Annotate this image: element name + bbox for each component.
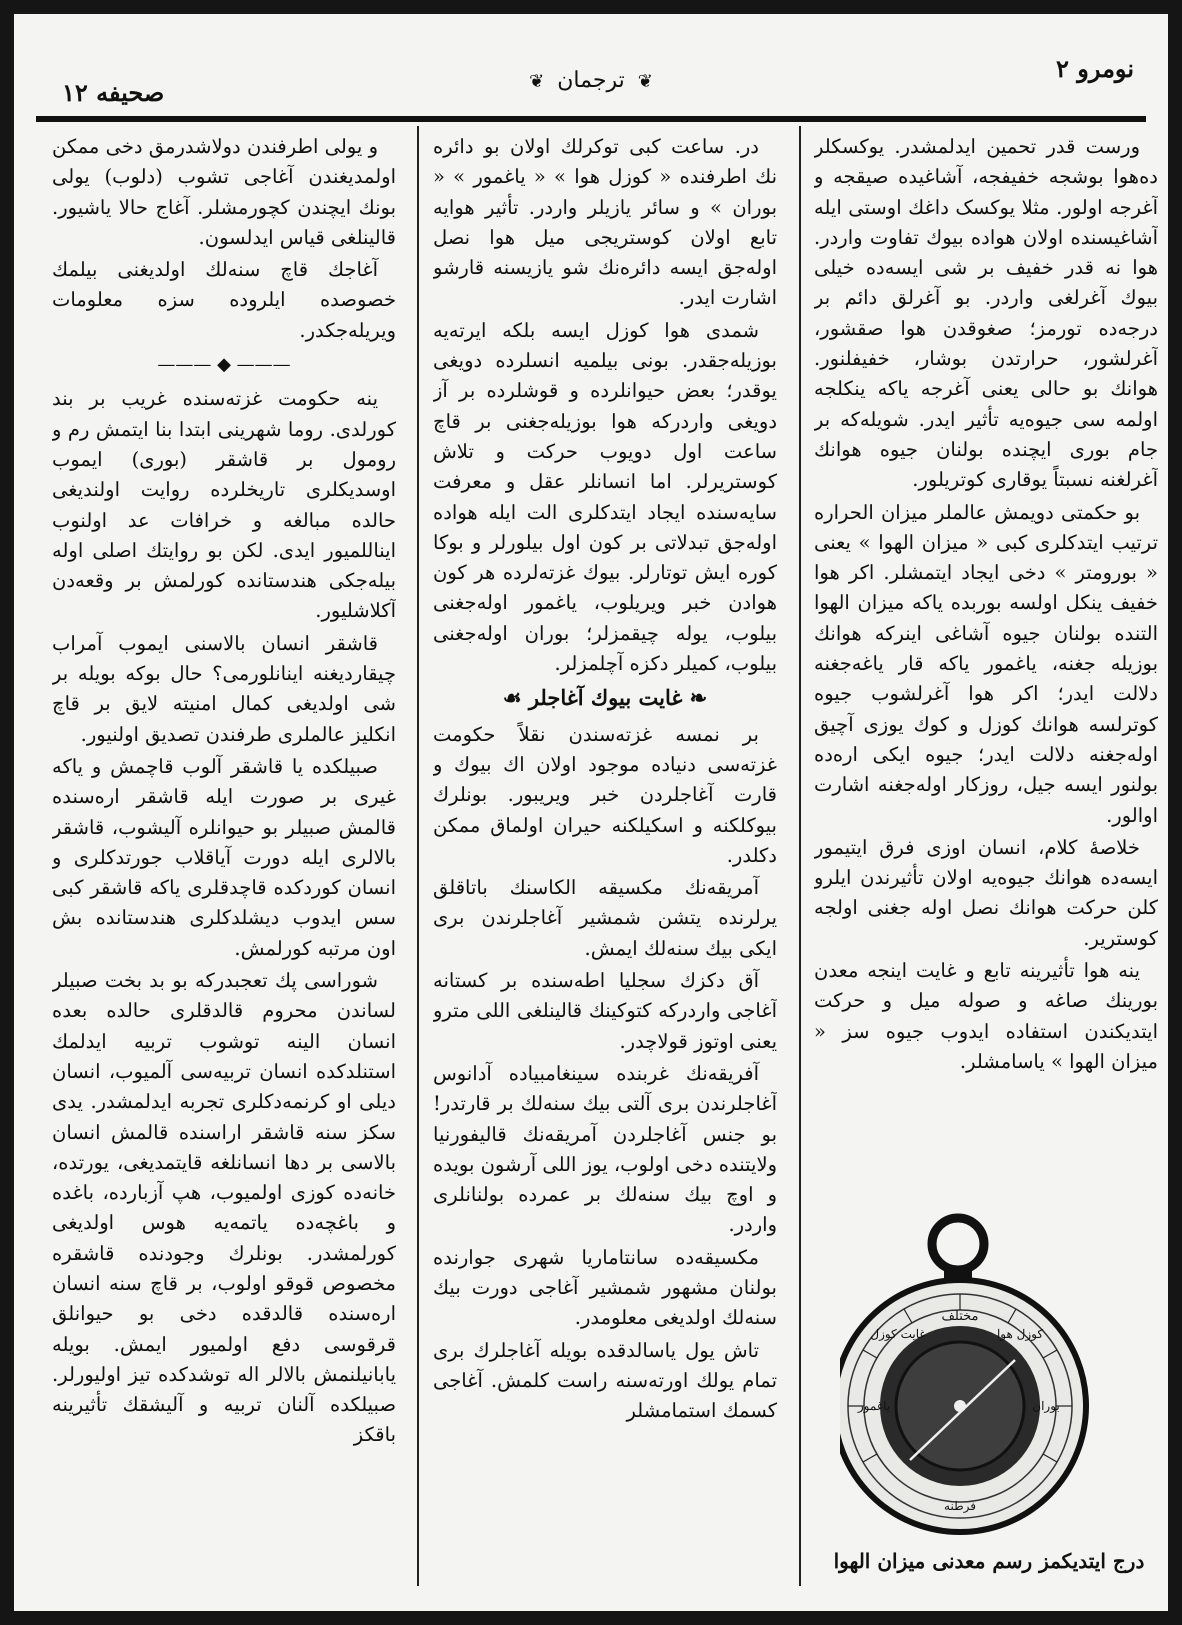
- paragraph: خلاصهٔ کلام، انسان اوزی فرق ایتیمور ایسەده هوانك جیوه‌یه اولان تأثیرندن ایلرو کلن حرکت هوانك نصل اوله جغنی اولجه کوستریر.: [814, 835, 1158, 950]
- section-divider: ——— ◆ ———: [157, 354, 291, 376]
- masthead: [34, 68, 1148, 93]
- barometer-icon: [840, 1210, 1140, 1540]
- dial-label: بوران: [1032, 1399, 1060, 1413]
- column-divider-right: [799, 126, 801, 1586]
- paragraph: تاش یول یاسالدقده بویله آغاجلرك بری تمام یولك اورته‌سنه راست کلمش. آغاجی کسمك استمامشلر: [433, 1338, 777, 1423]
- column-divider-left: [417, 126, 419, 1586]
- paragraph: ورست قدر تحمین ایدلمشدر. یوکسکلر دەهوا بوشجه خفیفجه، آشاغیده صیقجه و آغرجه اولور. مثلا یوکسک داغك اوستی ایله آشاغیسنده اولان هواده بیوك تفاوت واردر. هوا نه قدر خفیف بر شی ایسەده خیلی بیوك آغرلغی واردر. بو آغرلق دائم بر درجەده تورمز؛ صغوقدن هوا صقشور، آغرلشور، حرارتدن بوشار، خفیفلنور. هوانك بو حالی یعنی آغرجه یاکه ینکلجه اولمه سی جیوه‌یه تأثیر ایدر. شویله‌که بر جام بوری ایچنده بولنان جیوه هوانك آغرلغنه نسبتاً یوقاری کوتریلور.: [814, 135, 1158, 492]
- section-heading: ❧ غایت بیوك آغاجلر ☙: [502, 685, 708, 711]
- paragraph: شوراسی پك تعجبدرکه بو بد بخت صبیلر لساندن محروم قالدقلری حالده بعده انسان الینه توشوب تربیه ایدلمك استنلدکده انسان تربیه‌سی آلمیوب، انسان دیلی او کرنمه‌دکلری تجربه ایدلمشدر. یدی سکز سنه قاشقر اراسنده قالمش انسان بالاسی بر دها انسانلغه قایتمدیغی، یورتده، خانەده کوزی اولمیوب، هپ آزبارده، باغده و باغچه‌ده یاتمه‌یه هوس اولدیغی کورلمشدر. بونلرك وجودنده قاشقره مخصوص قوقو اولوب، بر قاچ سنه انسان ارەسنده قالدقده دخی بو حیوانلق قرقوسی دفع اولمیور ایمش. بویله یابانیلنمش بالالر اله توشدکده تیز اولیورلر. صبیلکده آلنان تربیه و آلیشقك تأثیرینه باقکز: [52, 969, 396, 1447]
- left-ornament-icon: ❦: [637, 71, 653, 92]
- paragraph: مکسیقه‌ده سانتاماریا شهری جوارنده بولنان مشهور شمشیر آغاجی دورت بیك سنه‌لك اولدیغی معلومدر.: [433, 1245, 777, 1330]
- dial-label: غایت کوزل: [870, 1327, 926, 1341]
- paragraph: بر نمسه غزته‌سندن نقلاً حکومت غزته‌سی دنیاده موجود اولان اك بیوك و قارت آغاجلردن خبر ویریبور. بونلرك بیوکلکنه و اسکیلکنه حیران اولماق ممکن دکلدر.: [433, 722, 777, 867]
- dial-label: فرطنه: [944, 1499, 976, 1513]
- paragraph: ینه حکومت غزته‌سنده غریب بر بند کورلدی. روما شهرینی ابتدا بنا ایتمش رم و رومول بر قاشقر (بوری) ایموب اوسدیکلری تاریخلرده روایت اولندیغی حالده مبالغه و خرافات عد اولنوب ایناللمیور ایدی. لکن بو روایتك اصلی اوله بیله‌جکی هندستانده کورلمش بر وقعه‌دن آکلاشلیور.: [52, 387, 396, 623]
- issue-number: نومرو ٢: [1055, 54, 1134, 83]
- header-rule: [36, 116, 1146, 122]
- column-left: [52, 132, 396, 1572]
- page-number: صحیفه ١٢: [62, 78, 165, 107]
- page-header: [34, 50, 1148, 112]
- paragraph: آق دکزك سجلیا اطه‌سنده بر کستانه آغاجی واردرکه کتوکینك قالینلغی اللی مترو یعنی اوتوز قولاچدر.: [433, 969, 777, 1053]
- paragraph: آمریقه‌نك مکسیقه الکاسنك باتاقلق یرلرنده یتشن شمشیر آغاجلرندن بری ایکی بیك سنه‌لك ایمش.: [433, 876, 777, 960]
- masthead-title: ترجمان: [557, 68, 625, 93]
- dial-label: کوزل هوا: [996, 1327, 1044, 1341]
- heading-ornament-icon: ❧: [682, 685, 708, 711]
- barometer-illustration: [840, 1210, 1140, 1540]
- paragraph: در. ساعت کبی توکرلك اولان بو دائره نك اطرفنده « کوزل هوا » « یاغمور » « بوران » و سائر یازیلر واردر. تأثیر هوایه تابع اولان کوستریجی میل هوا نصل اوله‌جق ایسه دائره‌نك شو یازیسنه قارشو اشارت ایدر.: [433, 135, 777, 310]
- paragraph: قاشقر انسان بالاسنی ایموب آمراب چیقاردیغنه اینانلورمی؟ حال بوکه بویله بر شی اولدیغی کمال امنیته لایق بر قاچ انکلیز عالملری طرفندن تصدیق اولنیور.: [52, 631, 396, 746]
- paragraph: صبیلکده یا قاشقر آلوب قاچمش و یاکه غیری بر صورت ایله قاشقر ارەسنده قالمش صبیلر بو حیوانلره آلیشوب، قاشقر بالالری ایله دورت آیاقلاب جورتدکلری و انسان کوردکده قاچدقلری یاکه قاشقر کبی سس ایدوب دیشلدکلری هندستانده بش اون مرتبه کورلمش.: [52, 754, 396, 960]
- dial-label: یاغمور: [857, 1399, 891, 1413]
- right-ornament-icon: ❦: [529, 71, 545, 92]
- dial-label: مختلف: [941, 1309, 979, 1324]
- paragraph: بو حکمتی دویمش عالملر میزان الحراره ترتیب ایتدکلری کبی « میزان الهوا » یعنی « بورومتر » دخی ایجاد ایتمشلر. اکر هوا خفیف ینکل اولسه بوربده یاکه میزان الهوا التنده بولنان جیوه آشاغی اینرکه هوانك بوزیله جغنه، یاغمور یاکه قار یاغه‌جغنه دلالت ایدر؛ اکر هوا آغرلشوب جیوه کوترلسه هوانك کوزل و کوك یوزی آچیق اوله‌جغنه دلالت ایدر؛ جیوه ایکی ارەده بولنور ایسه جیل، روزکار اوله‌جغنه اشارت اوالور.: [814, 500, 1158, 827]
- column-middle: [433, 132, 777, 1572]
- paragraph: شمدی هوا کوزل ایسه بلکه ایرته‌یه بوزیله‌جقدر. بونی بیلمیه انسلرده دویغی یوقدر؛ بعض حیوانلرده و قوشلرده بر آز دویغی واردرکه هوا بوزیله‌جغنی بر قاچ ساعت اول دویوب حرکت و تلاش کوستریرلر. اما انسانلر عقل و معرفت سایه‌سنده ایجاد ایتدکلری الت ایله هواده اوله‌جق تبدلاتی بر کون اول بیلورلر و بوکا کوره ایش توتارلر. بیوك غزته‌لرده هر کون هوادن خبر ویریلوب، یاغمور اوله‌جغنی بیلوب، یوله چیقمزلر؛ بوران اوله‌جغنی بیلوب، کمیلر دکزه آچلمزلر.: [433, 318, 777, 676]
- paragraph: ینه هوا تأثیرینه تابع و غایت اینجه معدن بورینك صاغه و صوله میل و حرکت ایتدیکندن استفاده ایدوب جیوه سز « میزان الهوا » یاسامشلر.: [814, 959, 1158, 1073]
- divider-ornament-icon: ◆: [217, 354, 231, 376]
- figure-caption: درج ایتدیکمز رسم معدنی میزان الهوا: [833, 1549, 1145, 1573]
- paragraph: آغاجك قاچ سنه‌لك اولدیغنی بیلمك خصوصده ایلروده سزه معلومات ویریله‌جکدر.: [52, 258, 396, 342]
- paragraph: آفریقه‌نك غربنده سینغامبیاده آدانوس آغاجلرندن بری آلتی بیك سنه‌لك بر قارتدر! بو جنس آغاجلردن آمریقه‌نك قالیفورنیا ولایتنده دخی اولوب، یوز اللی آرشون بویده و اوچ بیك سنه‌لك بر عمرده بولنانلری واردر.: [433, 1061, 777, 1237]
- heading-ornament-icon: ☙: [502, 685, 529, 711]
- paragraph: و یولی اطرفندن دولاشدرمق دخی ممکن اولمدیغندن آغاجی تشوب (دلوب) یولی بونك ایچندن کچورمشلر. آغاج حالا یاشیور. قالینلغی قیاس ایدلسون.: [52, 135, 396, 249]
